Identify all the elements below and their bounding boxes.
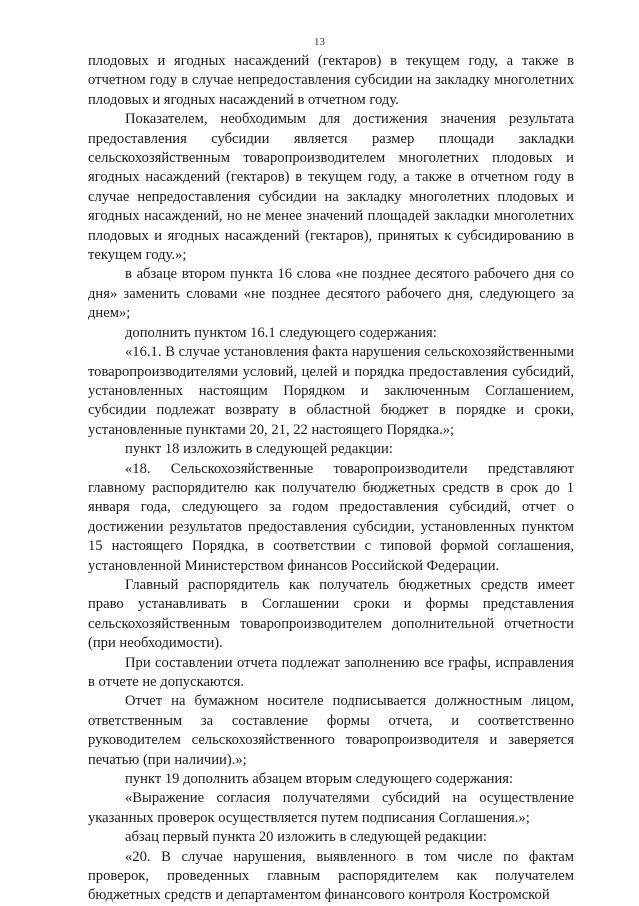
page-number: 13 bbox=[314, 36, 325, 48]
paragraph: «18. Сельскохозяйственные товаропроизводители представляют главному распорядителю как получателю бюджетных средств в срок до 1 января года, следующего за годом предоставления субсидий, отчет о достижении результатов предоставления субсидии, установленных пунктом 15 настоящего Порядка, в соответствии с типовой формой соглашения, установленной Министерством финансов Российской Федерации. bbox=[88, 460, 574, 574]
paragraph: пункт 19 дополнить абзацем вторым следующего содержания: bbox=[125, 771, 514, 788]
paragraph: «20. В случае нарушения, выявленного в том числе по фактам проверок, проведенных главным распорядителем как получателем бюджетных средств и департаментом финансового контроля Костромской bbox=[88, 848, 574, 904]
document-body bbox=[88, 52, 574, 906]
paragraph: При составлении отчета подлежат заполнению все графы, исправления в отчете не допускаются. bbox=[88, 654, 574, 690]
paragraph: в абзаце втором пункта 16 слова «не позднее десятого рабочего дня со дня» заменить словами «не позднее десятого рабочего дня, следующего за днем»; bbox=[88, 266, 574, 322]
paragraph: Показателем, необходимым для достижения значения результата предоставления субсидии является размер площади закладки сельскохозяйственным товаропроизводителем многолетних плодовых и ягодных насаждений (гектаров) в текущем году, а также в отчетном году в случае непредоставления субсидии на закладку многолетних плодовых и ягодных насаждений, но не менее значений площадей закладки многолетних плодовых и ягодных насаждений (гектаров), принятых к субсидированию в текущем году.»; bbox=[88, 111, 574, 264]
paragraph: Отчет на бумажном носителе подписывается должностным лицом, ответственным за составление формы отчета, и соответственно руководителем сельскохозяйственного товаропроизводителя и заверяется печатью (при наличии).»; bbox=[88, 693, 574, 768]
paragraph: Главный распорядитель как получатель бюджетных средств имеет право устанавливать в Соглашении сроки и формы представления сельскохозяйственным товаропроизводителем дополнительной отчетности (при необходимости). bbox=[88, 576, 574, 652]
paragraph: плодовых и ягодных насаждений (гектаров) в текущем году, а также в отчетном году в случае непредоставления субсидии на закладку многолетних плодовых и ягодных насаждений в отчетном году. bbox=[88, 53, 574, 108]
paragraph: пункт 18 изложить в следующей редакции: bbox=[125, 441, 393, 458]
paragraph: «Выражение согласия получателями субсидий на осуществление указанных проверок осуществляется путем подписания Соглашения.»; bbox=[88, 790, 574, 826]
paragraph: «16.1. В случае установления факта нарушения сельскохозяйственными товаропроизводителями условий, целей и порядка предоставления субсидий, установленных настоящим Порядком и заключенным Соглашением, субсидии подлежат возврату в областной бюджет в порядке и сроки, установленные пунктами 20, 21, 22 настоящего Порядка.»; bbox=[88, 344, 574, 438]
paragraph: дополнить пунктом 16.1 следующего содержания: bbox=[125, 324, 437, 341]
paragraph: абзац первый пункта 20 изложить в следующей редакции: bbox=[125, 829, 487, 846]
